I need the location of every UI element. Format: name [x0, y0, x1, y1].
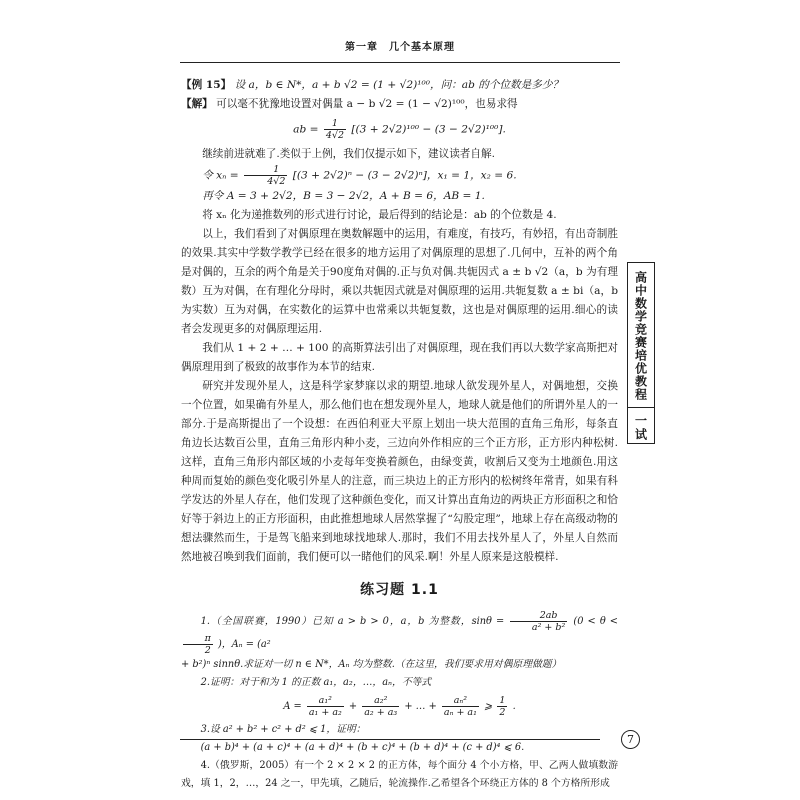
e2-plus2: + … + — [404, 701, 437, 712]
side-tab-subtitle: 一试 — [633, 414, 648, 442]
let-prefix: 令 xₙ = — [202, 169, 239, 182]
e1-pi-fraction — [183, 633, 213, 656]
e2-term3-num: aₙ² — [442, 695, 479, 707]
let-xn — [181, 164, 618, 187]
e1-denominator: a² + b² — [531, 622, 566, 633]
e1-part-b: (0 < θ < — [573, 616, 619, 627]
example-question-text: 设 a，b ∈ N*，a + b √2 = (1 + √2)¹⁰⁰，问：ab 的个位数是多少？ — [234, 79, 564, 91]
eq1-denominator: 4√2 — [325, 130, 345, 141]
e2-half-num: 1 — [499, 695, 506, 706]
page-body — [181, 76, 618, 793]
e2-geq: ⩾ — [484, 701, 493, 712]
equation-ab — [181, 118, 618, 141]
e1-part-a: 1.（全国联赛，1990）已知 a > b > 0，a，b 为整数，sinθ = — [200, 616, 505, 627]
e1-part-c: )，Aₙ = (a² — [217, 639, 271, 650]
e2-half-den: 2 — [499, 707, 506, 718]
side-tab — [627, 262, 655, 444]
e2-term2-num: a₂² — [362, 695, 399, 707]
side-tab-divider — [628, 407, 654, 408]
e2-term1-num: a₁² — [307, 695, 344, 707]
solution-label: 【解】 — [181, 98, 213, 110]
e2-plus1: + — [348, 701, 358, 712]
e2-term3-den: aₙ + a₁ — [443, 707, 477, 718]
recur-text: 将 xₙ 化为递推数列的形式进行讨论，最后得到的结论是：ab 的个位数是 4. — [202, 209, 557, 221]
page-number: 7 — [621, 730, 640, 749]
exercise-section-title: 练习题 1.1 — [360, 582, 439, 598]
let-rest: [(3 + 2√2)ⁿ − (3 − 2√2)ⁿ]，x₁ = 1，x₂ = 6. — [292, 169, 517, 182]
e2-end: . — [512, 701, 516, 712]
e1-pi-numerator: π — [183, 633, 213, 645]
eq1-numerator: 1 — [324, 118, 346, 130]
e2-lhs: A = — [283, 701, 302, 712]
paragraph-aliens: 研究并发现外星人，这是科学家梦寐以求的期望.地球人欲发现外星人，对偶地想，交换一个位置，如果确有外星人，那么他们也在想发现外星人，地球人就是他们的所谓外星人的一部分.于是高斯提出了一个设想：在西伯利亚大平原上划出一块大范围的直角三角形，每条直角边长达数百公里，直角三角形内种小麦，三边向外作相应的三个正方形，正方形内种松树.这样，直角三角形内部区域的小麦每年变换着颜色，由绿变黄，收割后又变为土地颜色.用这种周而复始的颜色变化吸引外星人的注意，而三块边上的正方形内的松树终年常青，如果有科学发达的外星人存在，他们发现了这种颜色变化，而又计算出直角边的两块正方形面积之和恰好等于斜边上的正方形面积，由此推想地球人居然掌握了“勾股定理”，地球上存在高级动物的想法骤然而生，于是驾飞船来到地球找地球人.那时，我们不用去找外星人了，外星人自然而然地被召唤到我们面前，我们便可以一睹他们的风采.啊！外星人原来是这般模样. — [181, 380, 618, 563]
eq1-lhs: ab = — [293, 123, 319, 136]
solution-text: 可以毫不犹豫地设置对偶量 a − b √2 = (1 − √2)¹⁰⁰，也易求得 — [216, 98, 518, 110]
exercise-list — [181, 610, 618, 793]
e2-term1-den: a₁ + a₂ — [308, 707, 342, 718]
paragraph-gauss: 我们从 1 + 2 + … + 100 的高斯算法引出了对偶原理，现在我们再以大数学家高斯把对偶原理用到了极致的故事作为本节的结束. — [181, 342, 618, 373]
let-fraction — [244, 164, 287, 187]
exercise-2: 2.证明：对于和为 1 的正数 a₁，a₂，…，aₙ，不等式 — [200, 677, 432, 688]
side-tab-title: 高中数学竞赛培优教程 — [633, 271, 648, 401]
continue-text: 继续前进就难了.类似于上例，我们仅提示如下，建议读者自解. — [202, 148, 495, 160]
e1-fraction — [510, 610, 567, 633]
running-header: 第一章 几个基本原理 — [345, 42, 455, 53]
e2-term1 — [307, 695, 344, 718]
paragraph-dual-principle: 以上，我们看到了对偶原理在奥数解题中的运用，有难度，有技巧，有妙招，有出奇制胜的效果.其实中学数学教学已经在很多的地方运用了对偶原理的思想了.几何中，互补的两个角是对偶的，互余的两个角是关于90度角对偶的.正与负对偶.共轭因式 a ± b √2（a，b 为有理数）互为对偶，在有理化分母时，乘以共轭因式就是对偶原理的运用.共轭复数 a ± bi（a，b 为实数）互为对偶，在实数化的运算中也常乘以共轭复数，这也是对偶原理的运用.细心的读者会发现更多的对偶原理运用. — [181, 228, 618, 335]
again-text: 再令 A = 3 + 2√2，B = 3 − 2√2，A + B = 6，AB = 1. — [202, 190, 485, 202]
eq1-rhs: [(3 + 2√2)¹⁰⁰ − (3 − 2√2)¹⁰⁰]. — [351, 123, 506, 136]
exercise-1 — [181, 610, 618, 656]
let-denominator: 4√2 — [267, 176, 286, 187]
e2-term2-den: a₂ + a₃ — [364, 707, 398, 718]
exercise-3: 3.设 a² + b² + c² + d² ⩽ 1，证明： — [200, 724, 366, 735]
exercise-2-inequality — [181, 695, 618, 718]
e2-term2 — [362, 695, 399, 718]
e1-pi-denominator: 2 — [204, 645, 211, 656]
footer-rule — [180, 739, 600, 740]
example-label: 【例 15】 — [181, 79, 232, 91]
example-solution — [181, 95, 618, 114]
e2-half — [497, 695, 507, 718]
header-rule — [180, 62, 620, 63]
let-numerator: 1 — [244, 164, 287, 176]
exercise-1-cont: + b²)ⁿ sinnθ.求证对一切 n ∈ N*，Aₙ 均为整数.（在这里，我们要求用对偶原理做题） — [181, 659, 562, 670]
exercise-4: 4.（俄罗斯，2005）有一个 2 × 2 × 2 的正方体，每个面分 4 个小方格，甲、乙两人做填数游戏，填 1，2，…，24 之一，甲先填，乙随后，轮流操作.乙希望各个环绕正方体的 8 个方格所形成 — [181, 760, 618, 789]
eq1-fraction — [324, 118, 346, 141]
e1-numerator: 2ab — [510, 610, 567, 622]
example-question — [181, 76, 618, 95]
e2-term3 — [442, 695, 479, 718]
exercise-3-inequality: (a + b)⁴ + (a + c)⁴ + (a + d)⁴ + (b + c)⁴ + (b + d)⁴ + (c + d)⁴ ⩽ 6. — [200, 742, 525, 753]
